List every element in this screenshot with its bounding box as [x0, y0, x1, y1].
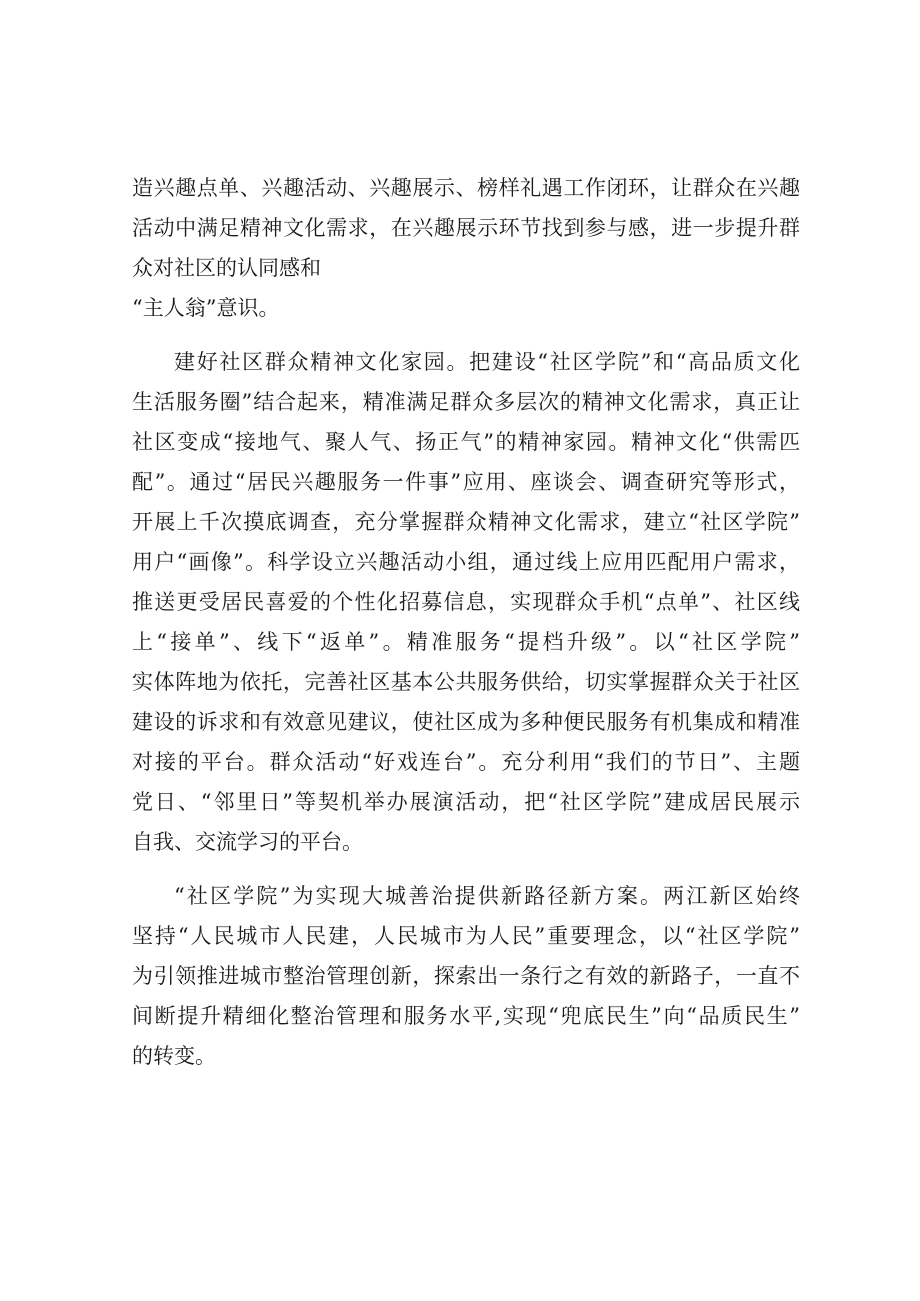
paragraph-2 — [132, 342, 800, 862]
text-line: “主人翁”意识。 — [132, 296, 280, 320]
text-line: 配”。通过“居民兴趣服务一件事”应用、座谈会、调查研究等形式， — [132, 470, 800, 494]
text-line: 自我、交流学习的平台。 — [132, 830, 363, 854]
text-line: 社区变成“接地气、聚人气、扬正气”的精神家园。精神文化“供需匹 — [132, 430, 800, 454]
text-line: 为引领推进城市整治管理创新，探索出一条行之有效的新路子，一直不 — [132, 964, 800, 988]
text-line: 间断提升精细化整治管理和服务水平,实现“兜底民生”向“品质民生” — [132, 1004, 800, 1028]
text-line: 活动中满足精神文化需求，在兴趣展示环节找到参与感，进一步提升群 — [132, 216, 800, 240]
text-line: 用户“画像”。科学设立兴趣活动小组，通过线上应用匹配用户需求， — [132, 550, 800, 574]
text-line: 建设的诉求和有效意见建议，使社区成为多种便民服务有机集成和精准 — [132, 710, 800, 734]
paragraph-gap — [132, 862, 800, 876]
paragraph-gap — [132, 328, 800, 342]
text-line: 推送更受居民喜爱的个性化招募信息，实现群众手机“点单”、社区线 — [132, 590, 800, 614]
paragraph-1 — [132, 168, 800, 328]
text-line: 开展上千次摸底调查，充分掌握群众精神文化需求，建立“社区学院” — [132, 510, 800, 534]
document-body — [132, 168, 800, 1076]
text-line: “社区学院”为实现大城善治提供新路径新方案。两江新区始终 — [174, 884, 800, 908]
text-line: 党日、“邻里日”等契机举办展演活动，把“社区学院”建成居民展示 — [132, 790, 800, 814]
text-line: 建好社区群众精神文化家园。把建设“社区学院”和“高品质文化 — [174, 350, 800, 374]
text-line: 实体阵地为依托，完善社区基本公共服务供给，切实掌握群众关于社区 — [132, 670, 800, 694]
text-line: 造兴趣点单、兴趣活动、兴趣展示、榜样礼遇工作闭环，让群众在兴趣 — [132, 176, 800, 200]
text-line: 的转变。 — [132, 1044, 216, 1068]
text-line: 对接的平台。群众活动“好戏连台”。充分利用“我们的节日”、主题 — [132, 750, 800, 774]
text-line: 上“接单”、线下“返单”。精准服务“提档升级”。以“社区学院” — [132, 630, 800, 654]
text-line: 生活服务圈”结合起来，精准满足群众多层次的精神文化需求，真正让 — [132, 390, 800, 414]
text-line: 众对社区的认同感和 — [132, 256, 321, 280]
text-line: 坚持“人民城市人民建，人民城市为人民”重要理念，以“社区学院” — [132, 924, 800, 948]
paragraph-3 — [132, 876, 800, 1076]
